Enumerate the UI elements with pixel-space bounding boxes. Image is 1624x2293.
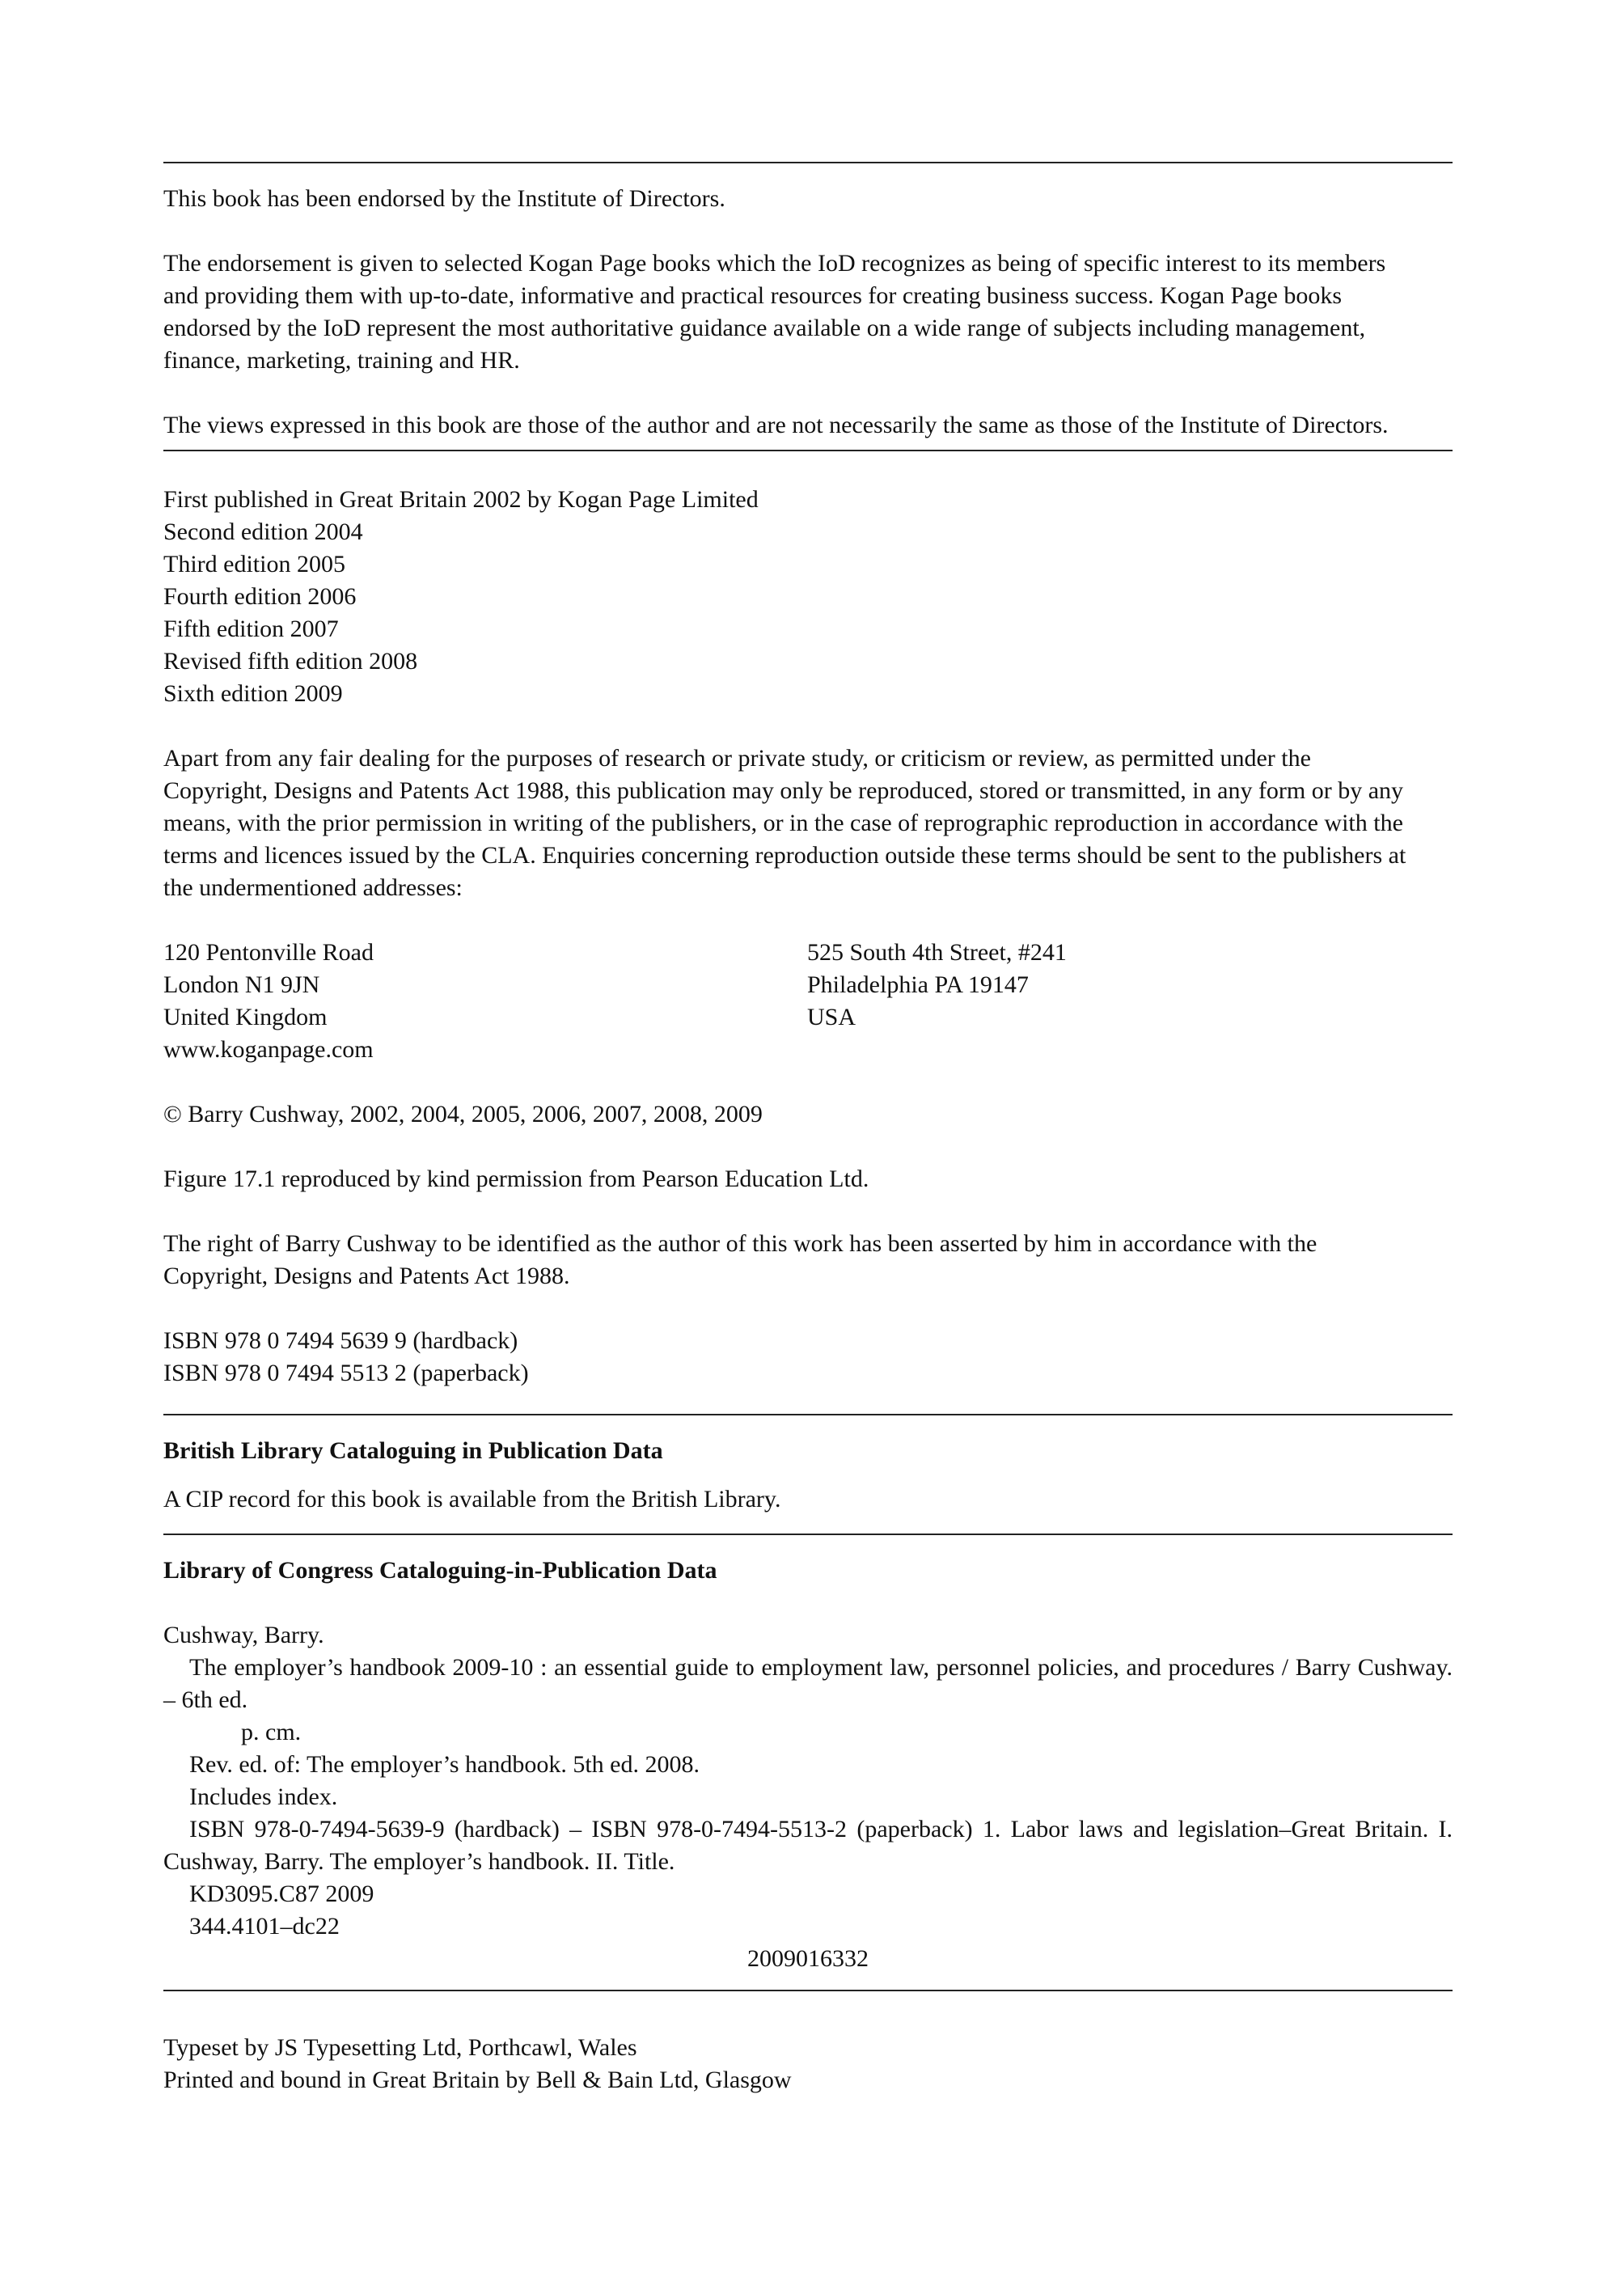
loc-title: The employer’s handbook 2009-10 : an essential guide to employment law, personnel policies, and procedures / Barry Cushway. – 6th ed. bbox=[163, 1654, 1453, 1713]
loc-author: Cushway, Barry. bbox=[163, 1622, 324, 1648]
loc-lccn: 2009016332 bbox=[747, 1945, 869, 1972]
edition-line: Fifth edition 2007 bbox=[163, 616, 339, 642]
loc-dewey: 344.4101–dc22 bbox=[189, 1913, 340, 1940]
address-line: Philadelphia PA 19147 bbox=[807, 971, 1029, 998]
address-line: United Kingdom bbox=[163, 1004, 328, 1030]
address-line: London N1 9JN bbox=[163, 971, 320, 998]
bl-text: A CIP record for this book is available from the British Library. bbox=[163, 1486, 781, 1512]
loc-pcm: p. cm. bbox=[241, 1719, 302, 1745]
edition-line: Sixth edition 2009 bbox=[163, 680, 343, 707]
rule-top bbox=[163, 162, 1453, 163]
isbn-line: ISBN 978 0 7494 5513 2 (paperback) bbox=[163, 1360, 529, 1386]
loc-record bbox=[163, 1619, 1453, 1975]
rule-before-loc bbox=[163, 1534, 1453, 1535]
typeset-line: Typeset by JS Typesetting Ltd, Porthcawl, Wales bbox=[163, 2034, 637, 2061]
bl-heading: British Library Cataloguing in Publication Data bbox=[163, 1437, 663, 1464]
address-line: 525 South 4th Street, #241 bbox=[807, 939, 1067, 966]
copyright-page bbox=[163, 162, 1453, 2096]
copyright-notice: Apart from any fair dealing for the purposes of research or private study, or criticism or review, as permitted under the Copyright, Designs and Patents Act 1988, this publication may only be reproduced, stored or transmitted, in any form or by any means, with the prior permission in writing of the publishers, or in the case of reprographic reproduction in accordance with the terms and licences issued by the CLA. Enquiries concerning reproduction outside these terms should be sent to the publishers at the undermentioned addresses: bbox=[163, 745, 1406, 901]
endorsement-paragraph: The endorsement is given to selected Kogan Page books which the IoD recognizes as being of specific interest to its members and providing them with up-to-date, informative and practical resources for creating business success. Kogan Page books endorsed by the IoD represent the most authoritative guidance available on a wide range of subjects including management, finance, marketing, training and HR. bbox=[163, 250, 1386, 374]
loc-heading: Library of Congress Cataloguing-in-Publication Data bbox=[163, 1557, 717, 1584]
edition-line: Second edition 2004 bbox=[163, 518, 363, 545]
publisher-addresses bbox=[163, 937, 1453, 1066]
endorsement-views: The views expressed in this book are those of the author and are not necessarily the same as those of the Institute of Directors. bbox=[163, 412, 1389, 438]
loc-classification: KD3095.C87 2009 bbox=[189, 1881, 374, 1907]
figure-permission: Figure 17.1 reproduced by kind permission from Pearson Education Ltd. bbox=[163, 1166, 869, 1192]
rule-before-production bbox=[163, 1990, 1453, 1991]
loc-isbn: ISBN 978-0-7494-5639-9 (hardback) – ISBN 978-0-7494-5513-2 (paperback) 1. Labor laws and legislation–Great Britain. I. Cushway, Barry. The employer’s handbook. II. Title. bbox=[163, 1816, 1453, 1875]
address-line: 120 Pentonville Road bbox=[163, 939, 374, 966]
edition-line: Third edition 2005 bbox=[163, 551, 345, 577]
website-link[interactable]: www.koganpage.com bbox=[163, 1036, 374, 1063]
address-uk bbox=[163, 937, 807, 1066]
isbn-line: ISBN 978 0 7494 5639 9 (hardback) bbox=[163, 1327, 518, 1354]
address-us bbox=[807, 937, 1451, 1066]
edition-line: First published in Great Britain 2002 by Kogan Page Limited bbox=[163, 486, 759, 513]
copyright-line: © Barry Cushway, 2002, 2004, 2005, 2006, 2007, 2008, 2009 bbox=[163, 1101, 763, 1127]
loc-rev-ed: Rev. ed. of: The employer’s handbook. 5th ed. 2008. bbox=[189, 1751, 700, 1778]
printed-line: Printed and bound in Great Britain by Bell & Bain Ltd, Glasgow bbox=[163, 2067, 792, 2093]
edition-line: Revised fifth edition 2008 bbox=[163, 648, 418, 675]
address-line: USA bbox=[807, 1004, 856, 1030]
rule-endorsement-end bbox=[163, 450, 1453, 451]
author-right: The right of Barry Cushway to be identified as the author of this work has been asserted by him in accordance with the Copyright, Designs and Patents Act 1988. bbox=[163, 1230, 1317, 1289]
edition-history bbox=[163, 484, 1453, 710]
rule-before-bl bbox=[163, 1414, 1453, 1415]
endorsement-line: This book has been endorsed by the Institute of Directors. bbox=[163, 185, 725, 212]
edition-line: Fourth edition 2006 bbox=[163, 583, 357, 610]
loc-includes: Includes index. bbox=[189, 1783, 338, 1810]
